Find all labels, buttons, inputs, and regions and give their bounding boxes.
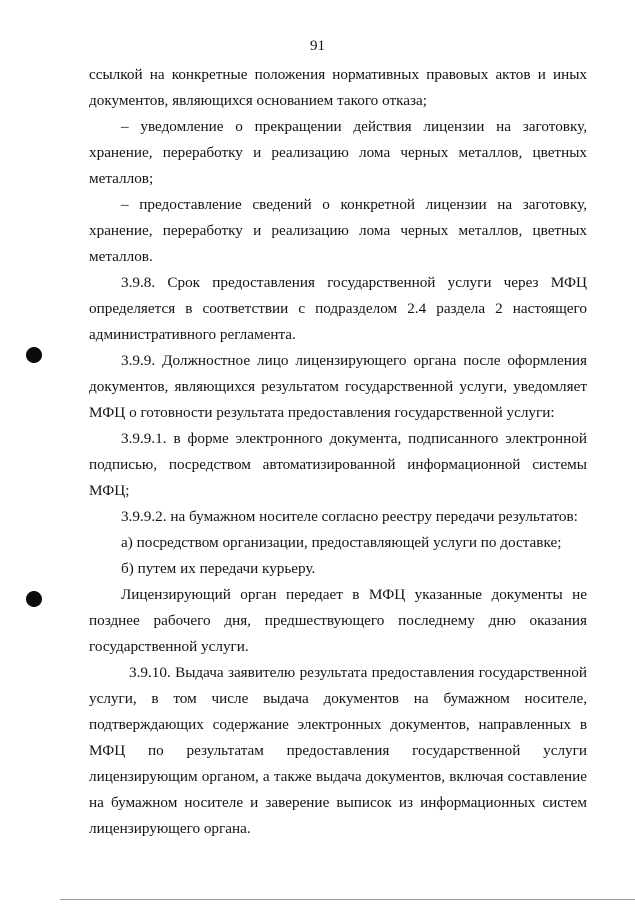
paragraph: 3.9.9. Должностное лицо лицензирующего органа после оформления документов, являющихся результатом государственной услуги, уведомляет МФЦ о готовности результата предоставления государственной услуги: bbox=[89, 352, 587, 421]
paragraph: Лицензирующий орган передает в МФЦ указанные документы не позднее рабочего дня, предшествующего последнему дню оказания государственной услуги. bbox=[89, 586, 587, 655]
paragraph: 3.9.9.1. в форме электронного документа, подписанного электронной подписью, посредством автоматизированной информационной системы МФЦ; bbox=[89, 430, 587, 499]
paragraph: 3.9.8. Срок предоставления государственной услуги через МФЦ определяется в соответствии с подразделом 2.4 раздела 2 настоящего административного регламента. bbox=[89, 274, 587, 343]
document-body bbox=[89, 62, 587, 842]
paragraph: 3.9.9.2. на бумажном носителе согласно реестру передачи результатов: bbox=[121, 508, 578, 525]
paragraph: – уведомление о прекращении действия лицензии на заготовку, хранение, переработку и реализацию лома черных металлов, цветных металлов; bbox=[89, 118, 587, 187]
paragraph: ссылкой на конкретные положения нормативных правовых актов и иных документов, являющихся основанием такого отказа; bbox=[89, 66, 587, 109]
paragraph: 3.9.10. Выдача заявителю результата предоставления государственной услуги, в том числе выдача документов на бумажном носителе, подтверждающих содержание электронных документов, направленных в МФЦ по результатам предоставления государственной услуги лицензирующим органом, а также выдача документов, включая составление на бумажном носителе и заверение выписок из информационных систем лицензирующего органа. bbox=[89, 664, 587, 837]
paragraph: – предоставление сведений о конкретной лицензии на заготовку, хранение, переработку и реализацию лома черных металлов, цветных металлов. bbox=[89, 196, 587, 265]
punch-hole-mark bbox=[26, 591, 42, 607]
paragraph: а) посредством организации, предоставляющей услуги по доставке; bbox=[121, 534, 562, 551]
page-edge-line bbox=[60, 899, 635, 900]
page-number: 91 bbox=[310, 38, 325, 54]
punch-hole-mark bbox=[26, 347, 42, 363]
paragraph: б) путем их передачи курьеру. bbox=[121, 560, 316, 577]
